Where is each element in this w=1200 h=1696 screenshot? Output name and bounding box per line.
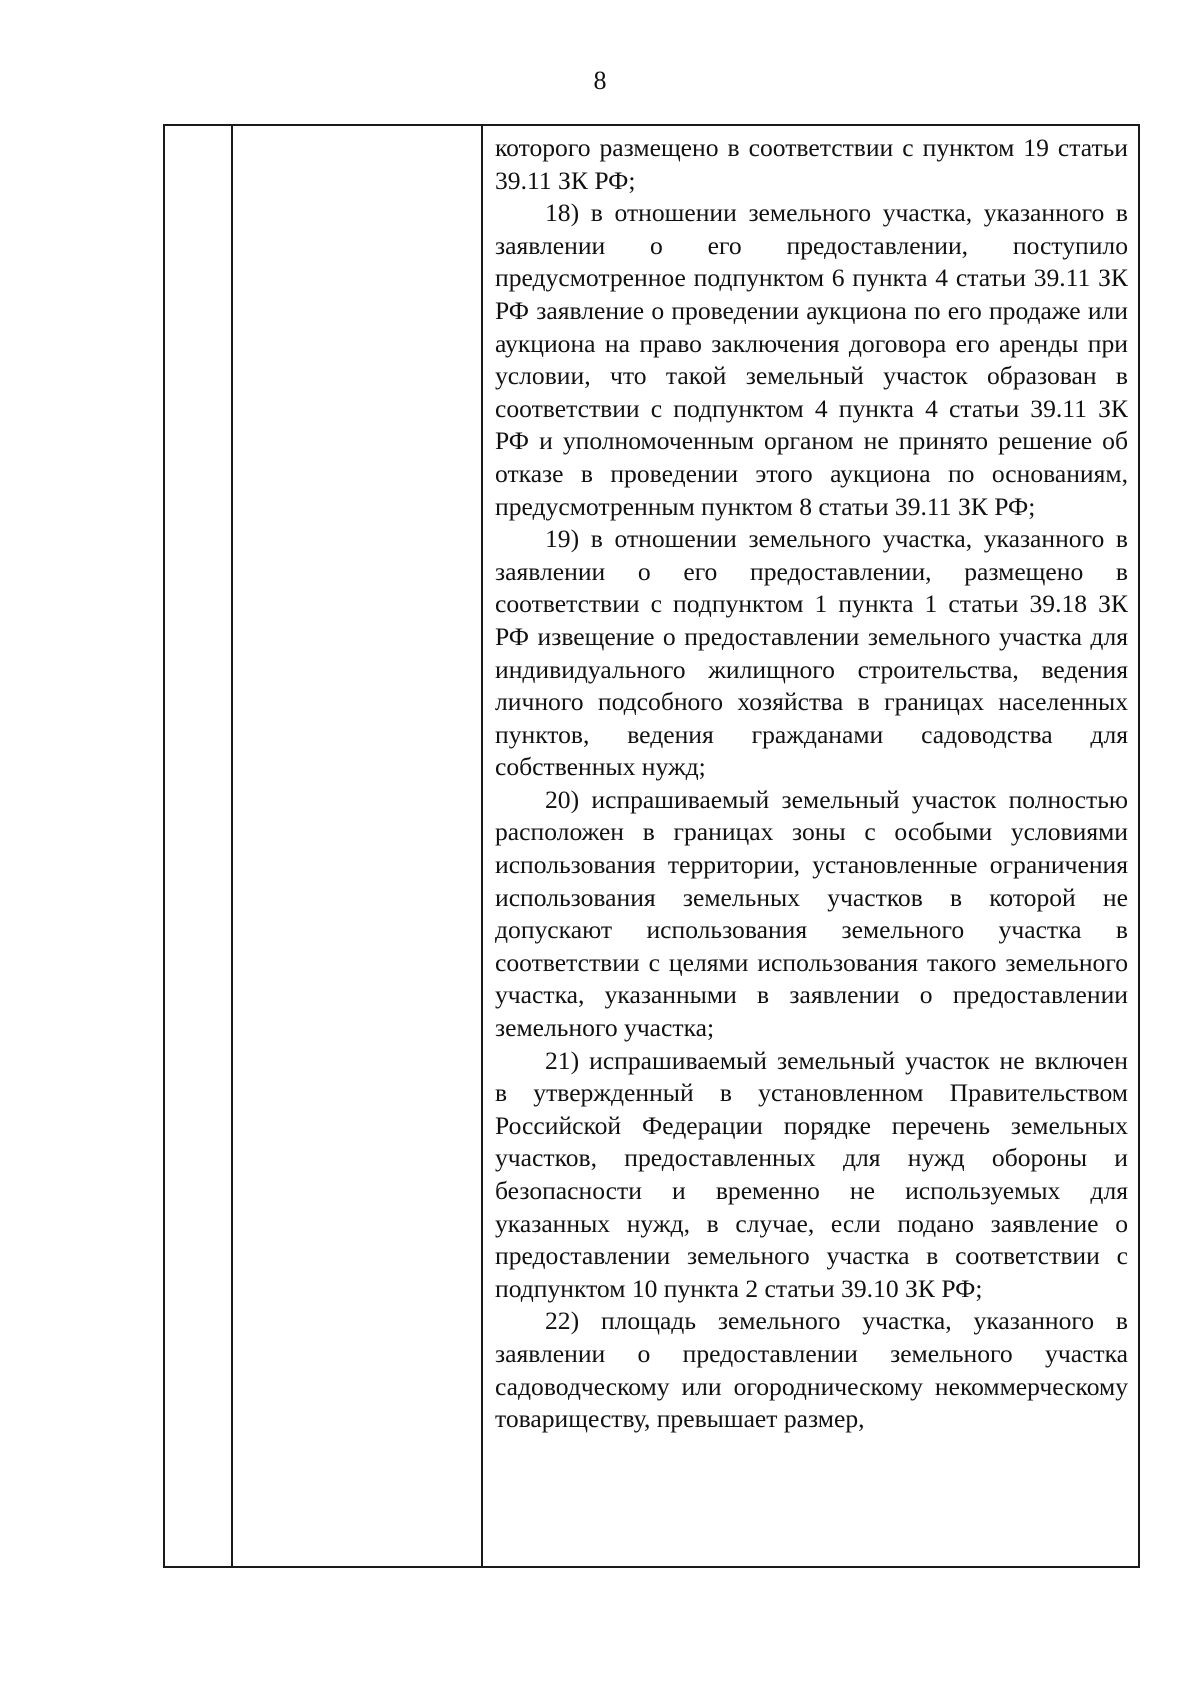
table-row (164, 125, 1139, 1567)
paragraph: 18) в отношении земельного участка, указанного в заявлении о его предоставлении, поступило предусмотренное подпунктом 6 пункта 4 статьи 39.11 ЗК РФ заявление о проведении аукциона по его продаже или аукциона на право заключения договора его аренды при условии, что такой земельный участок образован в соответствии с подпунктом 4 пункта 4 статьи 39.11 ЗК РФ и уполномоченным органом не принято решение об отказе в проведении этого аукциона по основаниям, предусмотренным пунктом 8 статьи 39.11 ЗК РФ; (495, 198, 1128, 521)
number-column-cell (164, 125, 232, 1567)
paragraph: 19) в отношении земельного участка, указанного в заявлении о его предоставлении, размещено в соответствии с подпунктом 1 пункта 1 статьи 39.18 ЗК РФ извещение о предоставлении земельного участка для индивидуального жилищного строительства, ведения личного подсобного хозяйства в границах населенных пунктов, ведения гражданами садоводства для собственных нужд; (495, 524, 1128, 782)
paragraph: 21) испрашиваемый земельный участок не включен в утвержденный в установленном Правительством Российской Федерации порядке перечень земельных участков, предоставленных для нужд обороны и безопасности и временно не используемых для указанных нужд, в случае, если подано заявление о предоставлении земельного участка в соответствии с подпунктом 10 пункта 2 статьи 39.10 ЗК РФ; (495, 1045, 1128, 1303)
name-column-cell (232, 125, 482, 1567)
paragraph: 22) площадь земельного участка, указанного в заявлении о предоставлении земельного участка садоводческому или огородническому некоммерческому товариществу, превышает размер, (495, 1306, 1128, 1434)
paragraph: которого размещено в соответствии с пунктом 19 статьи 39.11 ЗК РФ; (495, 133, 1128, 195)
page-number: 8 (593, 66, 607, 95)
document-table (163, 124, 1140, 1568)
text-column-cell (482, 125, 1139, 1567)
text-cell-content (483, 126, 1138, 1436)
paragraph: 20) испрашиваемый земельный участок полностью расположен в границах зоны с особыми условиями использования территории, установленные ограничения использования земельных участков в которой не допускают использования земельного участка в соответствии с целями использования такого земельного участка, указанными в заявлении о предоставлении земельного участка; (495, 784, 1128, 1043)
